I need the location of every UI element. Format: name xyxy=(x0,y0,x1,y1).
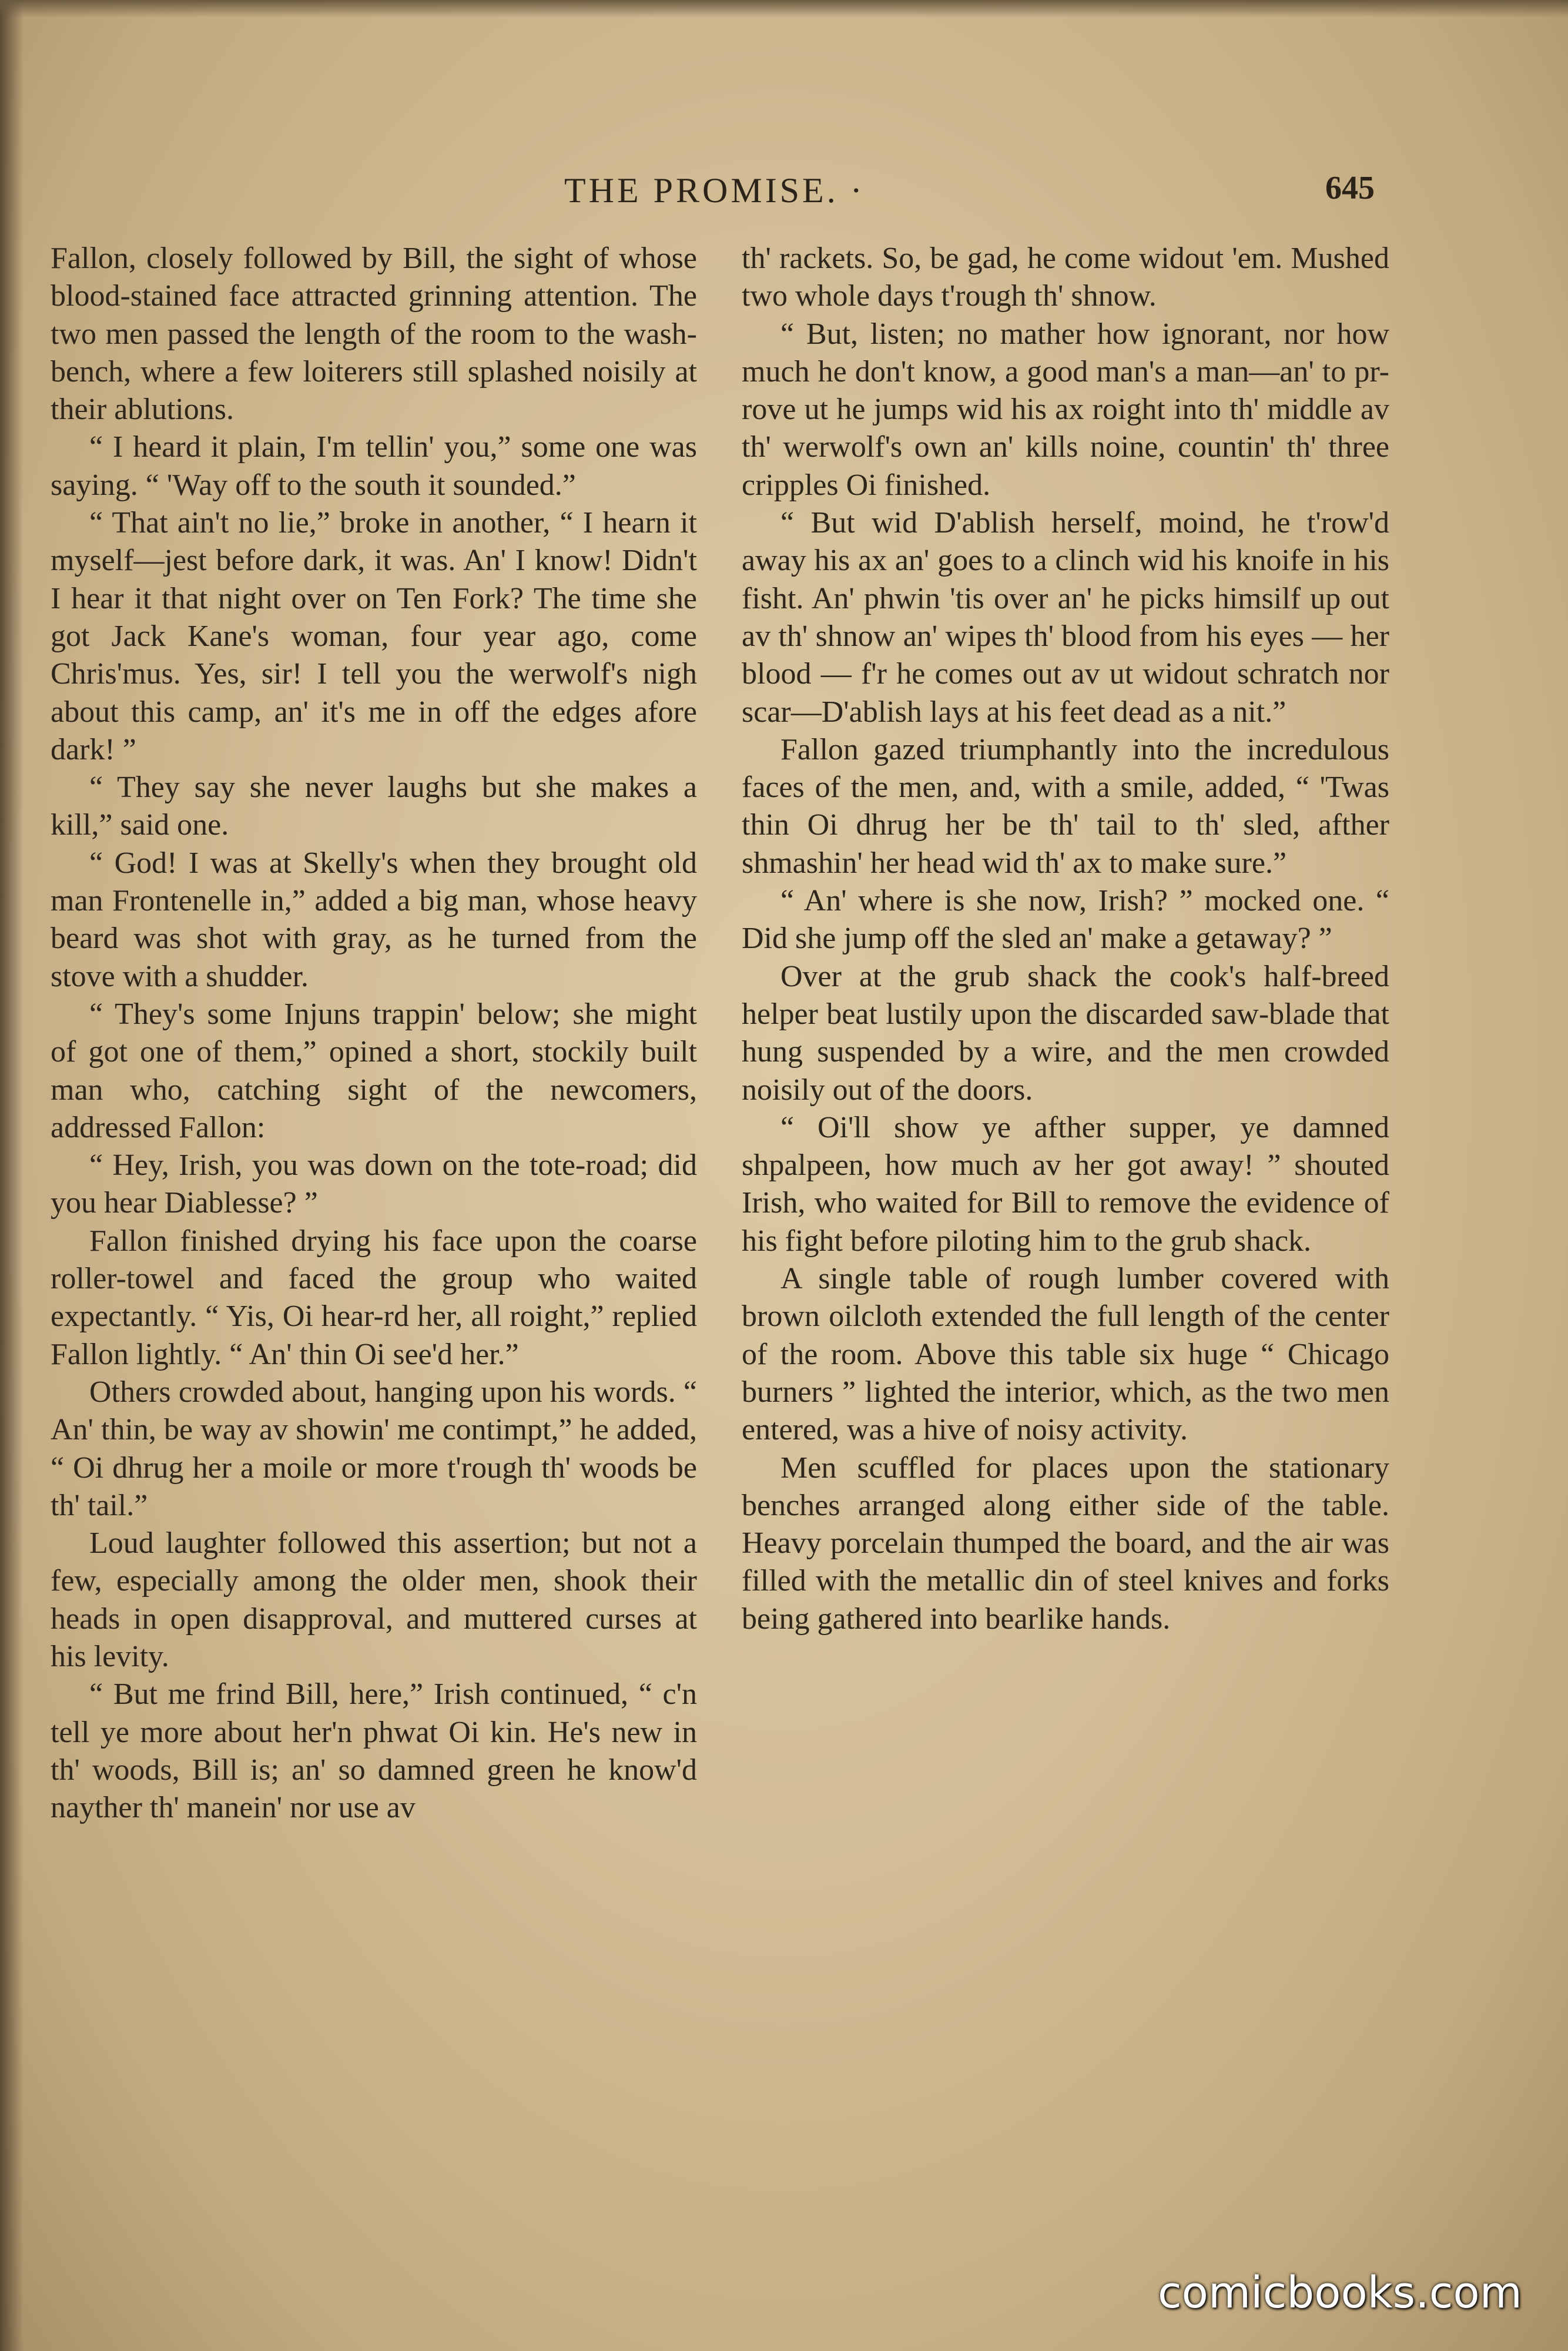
page-edge-shadow xyxy=(0,0,24,2351)
paragraph: “ I heard it plain, I'm tellin' you,” some one was saying. “ 'Way off to the south it sounded.” xyxy=(51,430,697,502)
paragraph: “ But wid D'ablish herself, moind, he t'row'd away his ax an' goes to a clinch wid his knoife in his fisht. An' phwin 'tis over an' he picks himsilf up out av th' shnow an' wipes th' blood from his eyes — her blood — f'r he comes out av ut widout schratch nor scar—D'ablish lays at his feet dead as a nit.” xyxy=(742,506,1389,729)
paragraph: Men scuffled for places upon the stationary benches arranged along either side of the table. Heavy porcelain thumped the board, and the air was filled with the metallic din of steel knives and forks being gathered into bearlike hands. xyxy=(742,1451,1389,1636)
paragraph: A single table of rough lumber covered with brown oilcloth extended the full length of the center of the room. Above this table six huge “ Chicago burners ” lighted the interior, which, as the two men entered, was a hive of noisy activity. xyxy=(742,1262,1389,1447)
paragraph: “ But, listen; no mather how ignorant, nor how much he don't know, a good man's a man—an' to pr-rove ut he jumps wid his ax roight into th' middle av th' werwolf's own an' kills noine, countin' th' three cripples Oi finished. xyxy=(742,317,1389,502)
paragraph: “ Oi'll show ye afther supper, ye damned shpalpeen, how much av her got away! ” shouted Irish, who waited for Bill to remove the evidence of his fight before piloting him to the grub shack. xyxy=(742,1110,1389,1258)
paragraph: “ God! I was at Skelly's when they brought old man Frontenelle in,” added a big man, whose heavy beard was shot with gray, as he turned from the stove with a shudder. xyxy=(51,846,697,993)
running-title: THE PROMISE. · xyxy=(564,171,865,210)
paragraph: Fallon, closely followed by Bill, the sight of whose blood-stained face attracted grinning attention. The two men passed the length of the room to the wash-bench, where a few loiterers still splashed noisily at their ablutions. xyxy=(51,242,697,427)
paragraph: Over at the grub shack the cook's half-breed helper beat lustily upon the discarded saw-blade that hung suspended by a wire, and the men crowded noisily out of the doors. xyxy=(742,959,1389,1107)
right-column xyxy=(742,240,1389,1638)
running-head xyxy=(0,165,1568,217)
paragraph: “ That ain't no lie,” broke in another, “ I hearn it myself—jest before dark, it was. An' I know! Didn't I hear it that night over on Ten Fork? The time she got Jack Kane's woman, four year ago, come Chris'mus. Yes, sir! I tell you the werwolf's nigh about this camp, an' it's me in off the edges afore dark! ” xyxy=(51,506,697,766)
page-top-shadow xyxy=(0,0,1568,18)
paragraph: Loud laughter followed this assertion; but not a few, especially among the older men, shook their heads in open disapproval, and muttered curses at his levity. xyxy=(51,1526,697,1673)
paragraph: Fallon gazed triumphantly into the incredulous faces of the men, and, with a smile, added, “ 'Twas thin Oi dhrug her be th' tail to th' sled, afther shmashin' her head wid th' ax to make sure.” xyxy=(742,732,1389,880)
paragraph: “ They's some Injuns trappin' below; she might of got one of them,” opined a short, stockily built man who, catching sight of the newcomers, addressed Fallon: xyxy=(51,997,697,1144)
paragraph: “ An' where is she now, Irish? ” mocked one. “ Did she jump off the sled an' make a getaway? ” xyxy=(742,884,1389,956)
paragraph: “ Hey, Irish, you was down on the tote-road; did you hear Diablesse? ” xyxy=(51,1148,697,1220)
paragraph: “ But me frind Bill, here,” Irish continued, “ c'n tell ye more about her'n phwat Oi kin. He's new in th' woods, Bill is; an' so damned green he know'd nayther th' manein' nor use av xyxy=(51,1677,697,1825)
paragraph: Others crowded about, hanging upon his words. “ An' thin, be way av showin' me contimpt,” he added, “ Oi dhrug her a moile or more t'rough th' woods be th' tail.” xyxy=(51,1375,697,1522)
paragraph: th' rackets. So, be gad, he come widout 'em. Mushed two whole days t'rough th' shnow. xyxy=(742,242,1389,313)
paragraph: “ They say she never laughs but she makes a kill,” said one. xyxy=(51,771,697,842)
page-number: 645 xyxy=(1325,170,1375,206)
watermark-logo: comicbooks.com xyxy=(1158,2268,1522,2318)
paragraph: Fallon finished drying his face upon the coarse roller-towel and faced the group who waited expectantly. “ Yis, Oi hear-rd her, all roight,” replied Fallon lightly. “ An' thin Oi see'd her.” xyxy=(51,1224,697,1371)
left-column xyxy=(51,240,697,1827)
